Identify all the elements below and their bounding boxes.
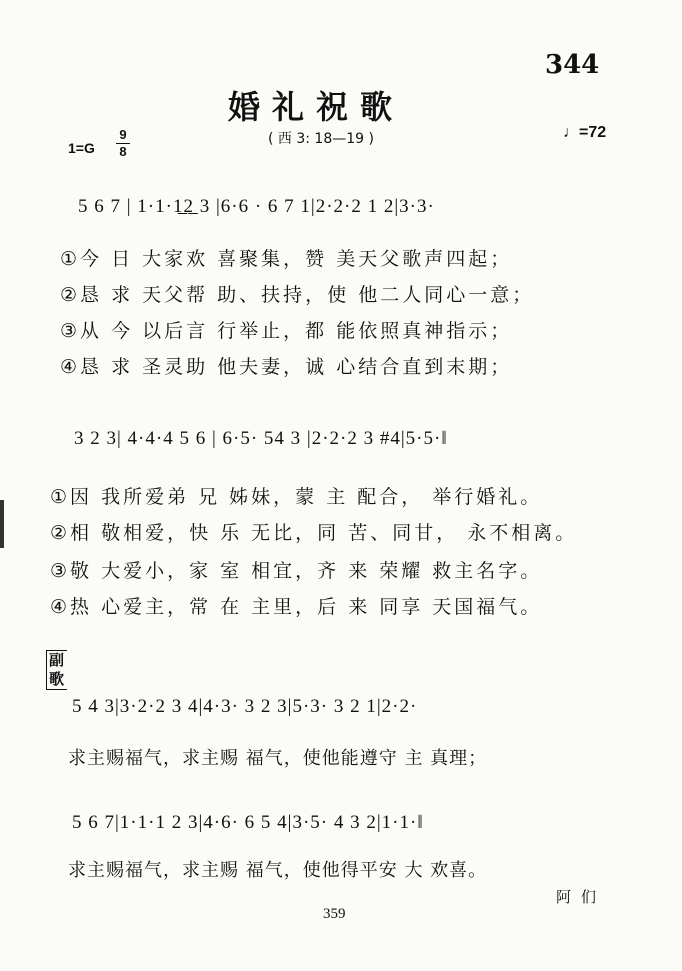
key-signature: 1=G (68, 140, 95, 156)
time-signature-bottom: 8 (119, 144, 127, 159)
song-title: 婚礼祝歌 (228, 88, 405, 126)
refrain-line1-lyric: 求主赐福气，求主赐 福气，使他能遵守 主 真理； (68, 748, 488, 769)
section2-verse-2: ②相 敬相爱，快 乐 无比，同 苦、同甘， 永不相离。 (50, 522, 578, 544)
section1-verse-4: ④恳 求 圣灵助 他夫妻，诚 心结合直到末期； (60, 356, 513, 378)
hymn-number: 344 (545, 50, 600, 80)
section1-verse-3: ③从 今 以后言 行举止，都 能依照真神指示； (60, 320, 513, 342)
page-number: 359 (323, 906, 346, 922)
amen-text: 阿们 (556, 888, 607, 906)
tempo-marking: ♩=72 (563, 124, 607, 141)
scripture-reference: ( 西 3: 18—19 ) (268, 131, 374, 147)
section2-verse-1: ①因 我所爱弟 兄 姊妹，蒙 主 配合， 举行婚礼。 (50, 486, 543, 508)
time-signature (116, 128, 130, 159)
refrain-line1-notation: 5 4 3|3·2·2 3 4|4·3· 3 2 3|5·3· 3 2 1|2·2· (72, 696, 418, 717)
refrain-label: 副歌 (46, 650, 67, 690)
refrain-line2-lyric: 求主赐福气，求主赐 福气，使他得平安 大 欢喜。 (68, 860, 488, 881)
time-signature-top: 9 (119, 127, 127, 142)
section2-verse-3: ③敬 大爱小，家 室 相宜，齐 来 荣耀 救主名字。 (50, 560, 543, 582)
section1-verse-2: ②恳 求 天父帮 助、扶持，使 他二人同心一意； (60, 284, 535, 306)
section1-verse-1: ①今 日 大家欢 喜聚集，赞 美天父歌声四起； (60, 248, 513, 270)
section2-verse-4: ④热 心爱主，常 在 主里，后 来 同享 天国福气。 (50, 596, 543, 618)
section2-notation: 3 2 3| 4·4·4 5 6 | 6·5· 54 3 |2·2·2 3 #4|5·5·‖ (74, 428, 448, 449)
scan-margin-mark (0, 500, 4, 548)
section1-notation: 5 6 7 | 1·1·1̲2̲ 3 |6·6 · 6 7 1|2·2·2 1 2|3·3· (78, 196, 435, 217)
refrain-line2-notation: 5 6 7|1·1·1 2 3|4·6· 6 5 4|3·5· 4 3 2|1·1·‖ (72, 812, 424, 833)
